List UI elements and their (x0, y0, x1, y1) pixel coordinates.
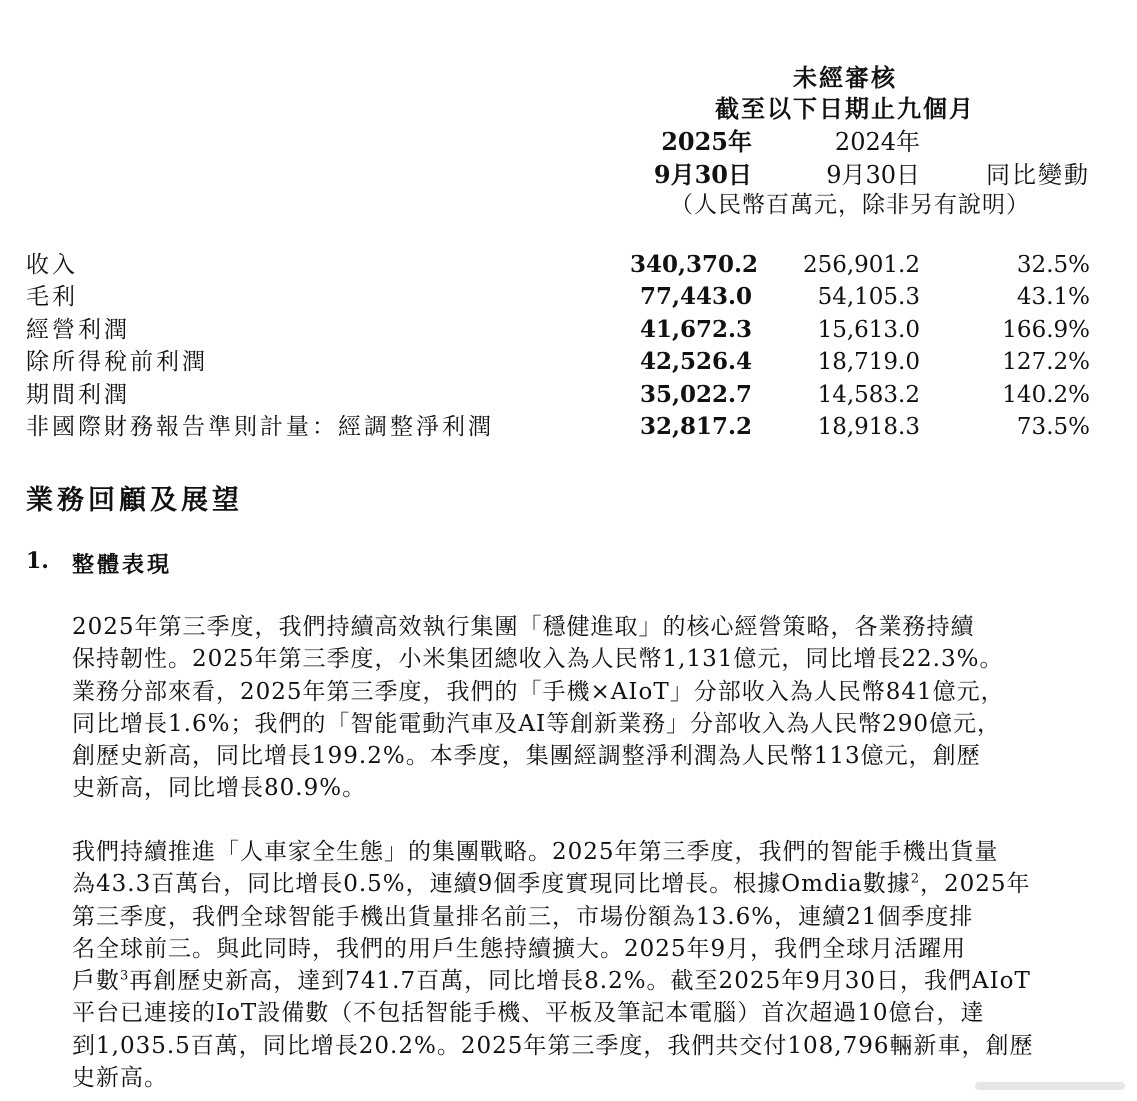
value-change: 73.5% (1016, 413, 1090, 440)
watermark-graphic (975, 1079, 1125, 1093)
header-2024-date: 9月30日 (826, 161, 920, 189)
paragraph-line: 名全球前三。與此同時，我們的用戶生態持續擴大。2025年9月，我們全球月活躍用 (72, 935, 967, 962)
row-label: 經營利潤 (26, 316, 130, 343)
value-change: 32.5% (1016, 252, 1090, 278)
value-2025: 32,817.2 (639, 412, 752, 440)
header-units: （人民幣百萬元，除非另有說明） (670, 192, 1030, 218)
header-unaudited: 未經審核 (793, 63, 897, 92)
header-2025-date: 9月30日 (653, 160, 752, 189)
paragraph-line (72, 868, 1104, 900)
header-2024-year: 2024年 (834, 128, 920, 156)
header-2025-year: 2025年 (661, 127, 752, 156)
subsection-number: 1. (26, 548, 49, 574)
paragraph-ecosystem-strategy (72, 836, 1104, 1094)
value-2024: 18,918.3 (817, 413, 920, 440)
row-label: 毛利 (26, 284, 78, 311)
paragraph-line: 平台已連接的IoT設備數（不包括智能手機、平板及筆記本電腦）首次超過10億台，達 (72, 1000, 985, 1027)
paragraph-line: 我們持續推進「人車家全生態」的集團戰略。2025年第三季度，我們的智能手機出貨量 (72, 839, 999, 865)
table-row (26, 379, 1106, 411)
line-text: 為43.3百萬台，同比增長0.5%，連續9個季度實現同比增長。根據Omdia數據 (72, 871, 911, 898)
row-label: 非國際財務報告準則計量：經調整淨利潤 (26, 413, 494, 440)
row-label: 收入 (26, 252, 78, 278)
footnote-ref: 3 (120, 968, 130, 984)
paragraph-line: 第三季度，我們全球智能手機出貨量排名前三，市場份額為13.6%，連續21個季度排 (72, 903, 974, 930)
value-2024: 15,613.0 (817, 316, 920, 343)
value-2025: 340,370.2 (630, 251, 759, 278)
paragraph-line (72, 965, 1104, 997)
table-row (26, 281, 1106, 313)
paragraph-line: 史新高。 (72, 1065, 168, 1092)
paragraph-line: 創歷史新高，同比增長199.2%。本季度，集團經調整淨利潤為人民幣113億元，創歷 (72, 743, 981, 770)
header-change: 同比變動 (986, 161, 1090, 189)
subsection-title: 整體表現 (72, 552, 173, 578)
line-text: 戶數 (72, 968, 120, 995)
financial-table (26, 249, 1106, 443)
value-2025: 77,443.0 (639, 283, 752, 311)
row-label: 期間利潤 (26, 381, 130, 408)
value-2024: 18,719.0 (817, 349, 920, 376)
value-change: 127.2% (1002, 349, 1090, 376)
paragraph-overall-performance (72, 611, 1104, 805)
line-text: ，2025年 (920, 871, 1031, 898)
row-label: 除所得稅前利潤 (26, 349, 208, 376)
footnote-ref: 2 (910, 871, 921, 887)
value-change: 43.1% (1016, 284, 1090, 311)
paragraph-line: 史新高，同比增長80.9%。 (72, 775, 367, 802)
header-period: 截至以下日期止九個月 (715, 94, 975, 123)
value-2025: 41,672.3 (639, 315, 752, 343)
table-row (26, 411, 1106, 443)
paragraph-line: 2025年第三季度，我們持續高效執行集團「穩健進取」的核心經營策略，各業務持續 (72, 614, 975, 640)
paragraph-line: 到1,035.5百萬，同比增長20.2%。2025年第三季度，我們共交付108,796輛新車，創歷 (72, 1032, 1034, 1059)
value-2024: 14,583.2 (817, 381, 920, 408)
line-text: 再創歷史新高，達到741.7百萬，同比增長8.2%。截至2025年9月30日，我們AIoT (129, 968, 1031, 995)
table-row (26, 346, 1106, 378)
value-2025: 42,526.4 (639, 348, 752, 376)
value-change: 140.2% (1002, 381, 1090, 408)
value-2025: 35,022.7 (639, 380, 752, 408)
section-title: 業務回顧及展望 (26, 485, 243, 516)
value-2024: 256,901.2 (802, 252, 920, 278)
paragraph-line: 同比增長1.6%；我們的「智能電動汽車及AI等創新業務」分部收入為人民幣290億元， (72, 710, 1002, 737)
value-2024: 54,105.3 (817, 284, 920, 311)
table-row (26, 249, 1106, 281)
paragraph-line: 保持韌性。2025年第三季度，小米集团總收入為人民幣1,131億元，同比增長22.3%。 (72, 646, 1004, 673)
paragraph-line: 業務分部來看，2025年第三季度，我們的「手機×AIoT」分部收入為人民幣841億元， (72, 678, 1005, 705)
table-row (26, 314, 1106, 346)
value-change: 166.9% (1002, 316, 1090, 343)
